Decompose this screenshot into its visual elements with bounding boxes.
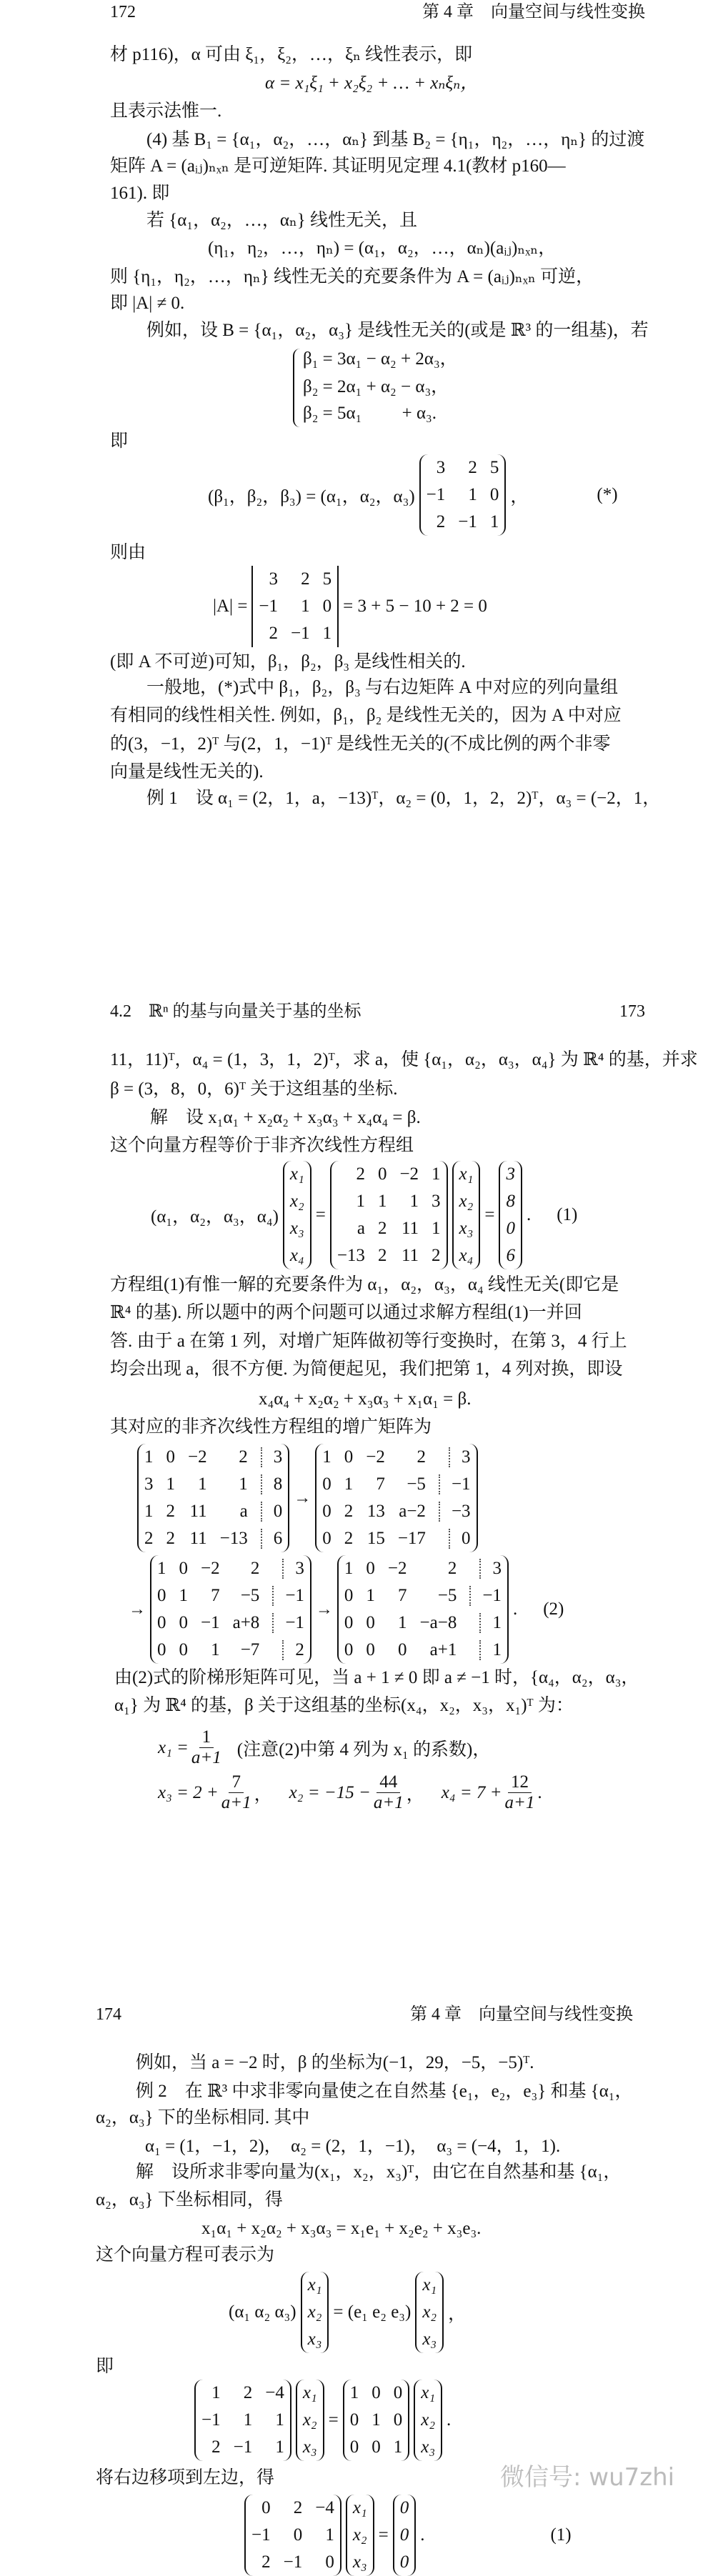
augmented-row-1: [137, 1444, 478, 1552]
equation-label: (1): [557, 1205, 578, 1224]
matrix-cell: x₁: [422, 2275, 437, 2295]
matrix-cell: 1: [211, 1640, 220, 1659]
equals: =: [484, 1205, 495, 1224]
matrix-cell: 3: [506, 1164, 515, 1184]
matrix-cell: 1: [432, 1219, 441, 1238]
matrix-cell: 11: [189, 1502, 207, 1521]
eq-right: = 3 + 5 − 10 + 2 = 0: [343, 596, 487, 616]
matrix-cell: 2: [239, 1447, 248, 1467]
text-line: 即 |A| ≠ 0.: [110, 294, 185, 313]
matrix-cell: 2: [211, 2437, 221, 2457]
matrix-cell: 11: [401, 1246, 419, 1265]
matrix-cell: 0: [261, 2498, 271, 2517]
eq-end: .: [420, 2525, 425, 2545]
text-line: α₁} 为 ℝ⁴ 的基，β 关于这组基的坐标(x₄，x₂，x₃，x₁)ᵀ 为：: [114, 1696, 574, 1715]
numerator: 7: [229, 1772, 244, 1793]
numerator: 12: [508, 1772, 532, 1793]
example-heading: 例 2 在 ℝ³ 中求非零向量使之在自然基 {e₁，e₂，e₃} 和基 {α₁，: [136, 2082, 633, 2101]
fraction: [191, 1727, 221, 1768]
matrix-cell: 0: [349, 2410, 359, 2430]
matrix-cell: 0: [344, 1447, 354, 1467]
matrix-cell: 0: [489, 485, 499, 504]
denominator: a+1: [191, 1748, 221, 1767]
matrix-cell: 2: [447, 1559, 457, 1578]
augmented-matrix: [315, 1444, 477, 1552]
matrix-cell: 0: [261, 1502, 283, 1522]
matrix-cell: x₂: [352, 2525, 367, 2545]
matrix-cell: −a−8: [419, 1613, 457, 1632]
eq-end: .: [447, 2410, 452, 2430]
matrix-cell: 1: [243, 2410, 253, 2430]
matrix-cell: −2: [201, 1559, 220, 1578]
text-line: 则 {η₁，η₂，…，ηₙ} 线性无关的充要条件为 A = (aᵢⱼ)ₙₓₙ 可逆，: [110, 267, 594, 286]
matrix-cell: x₂: [421, 2410, 436, 2430]
matrix-cell: 3: [436, 458, 446, 477]
lhs: x₄ = 7 +: [441, 1782, 502, 1802]
matrix-cell: x₃: [352, 2552, 367, 2572]
matrix-cell: −5: [240, 1586, 260, 1605]
lhs: x₁ =: [158, 1737, 189, 1757]
matrix-cell: 0: [344, 1640, 354, 1659]
denominator: a+1: [221, 1793, 251, 1812]
matrix-cell: 0: [398, 1640, 407, 1659]
matrix-cell: 3: [269, 569, 279, 589]
matrix-cell: 0: [157, 1613, 166, 1632]
solution-x3-x2-x4: [158, 1772, 542, 1813]
matrix-cell: 0: [377, 1164, 387, 1184]
eq-left: (β₁，β₂，β₃) = (α₁，α₂，α₃): [208, 487, 415, 506]
formula: x₄α₄ + x₂α₂ + x₃α₃ + x₁α₁ = β.: [259, 1389, 472, 1409]
x-vector: [415, 2272, 444, 2353]
matrix-cell: x₁: [302, 2383, 317, 2402]
matrix-cell: a+1: [429, 1640, 457, 1659]
matrix-cell: a: [239, 1502, 248, 1521]
text-line: 将右边移项到左边，得: [96, 2468, 275, 2487]
matrix-cell: x₂: [307, 2302, 322, 2322]
text-line: 一般地，(*)式中 β₁，β₂，β₃ 与右边矩阵 A 中对应的列向量组: [146, 678, 619, 697]
text-line: 161). 即: [110, 184, 170, 203]
matrix-cell: −3: [439, 1502, 471, 1522]
matrix-cell: −4: [265, 2383, 284, 2402]
matrix-cell: 3: [282, 1559, 304, 1579]
matrix-cell: 1: [409, 1192, 419, 1211]
matrix-cell: 1: [344, 1559, 354, 1578]
matrix-cell: 1: [144, 1502, 154, 1521]
x-vector: [296, 2380, 324, 2461]
equation-label: (*): [597, 485, 618, 504]
x-vector: [452, 1161, 481, 1269]
matrix-cell: 0: [293, 2525, 303, 2545]
formula: α = x₁ξ₁ + x₂ξ₂ + … + xₙξₙ，: [265, 74, 479, 93]
matrix-cell: 0: [179, 1640, 188, 1659]
matrix-cell: −17: [397, 1529, 426, 1548]
equation-c: [244, 2495, 572, 2576]
matrix-cell: 0: [166, 1447, 175, 1467]
text-line: 例如，当 a = −2 时，β 的坐标为(−1，29，−5，−5)ᵀ.: [136, 2053, 534, 2072]
matrix-cell: −1: [426, 485, 446, 504]
matrix-cell: x₁: [421, 2383, 436, 2402]
numerator: 44: [377, 1772, 400, 1793]
matrix-cell: 1: [179, 1586, 188, 1605]
matrix-cell: −1: [291, 624, 310, 643]
matrix-cell: 13: [367, 1502, 385, 1521]
augmented-row-2: [129, 1555, 564, 1664]
matrix-cell: 2: [468, 458, 477, 477]
matrix-cell: −5: [407, 1474, 426, 1494]
arrow-icon: →: [129, 1599, 146, 1619]
note: (注意(2)中第 4 列为 x₁ 的系数)，: [236, 1739, 491, 1759]
matrix-cell: 2: [344, 1502, 354, 1521]
matrix-cell: 1: [211, 2383, 221, 2402]
text-line: 矩阵 A = (aᵢⱼ)ₙₓₙ 是可逆矩阵. 其证明见定理 4.1(教材 p160—: [110, 156, 566, 176]
difference-matrix: [244, 2495, 341, 2576]
matrix-cell: −1: [233, 2437, 253, 2457]
solution-x1: [158, 1727, 490, 1768]
matrix-cell: 1: [377, 1192, 387, 1211]
matrix-cell: 0: [449, 1529, 471, 1549]
system-brace: [293, 349, 300, 427]
matrix-cell: 2: [344, 1529, 354, 1548]
matrix-cell: a: [356, 1219, 365, 1238]
augmented-matrix: [137, 1444, 289, 1552]
matrix-cell: a+8: [232, 1613, 260, 1632]
system-equation: β₁ = 3α₁ − α₂ + 2α₃，: [303, 349, 458, 369]
matrix-cell: x₂: [459, 1192, 474, 1211]
text-line: 这个向量方程可表示为: [96, 2245, 275, 2265]
text-line: β = (3，8，0，6)ᵀ 关于这组基的坐标.: [110, 1079, 398, 1099]
matrix-cell: 0: [322, 1474, 331, 1494]
equation-a: [229, 2272, 466, 2353]
page-number: 172: [110, 3, 136, 21]
rhs-vector: [499, 1161, 522, 1269]
matrix-cell: 1: [432, 1164, 441, 1184]
matrix-cell: 1: [301, 596, 310, 616]
matrix-cell: x₁: [307, 2275, 322, 2295]
numerator: 1: [199, 1727, 214, 1748]
matrix-cell: 6: [261, 1529, 283, 1549]
matrix-cell: −1: [201, 2410, 221, 2430]
text-line: 的(3，−1，2)ᵀ 与(2，1，−1)ᵀ 是线性无关的(不成比例的两个非零: [110, 734, 611, 754]
matrix-cell: 1: [157, 1559, 166, 1578]
watermark: 微信号: wu7zhi: [500, 2463, 675, 2492]
matrix-cell: 0: [399, 2498, 409, 2517]
matrix-cell: 1: [344, 1474, 354, 1494]
matrix-cell: −7: [240, 1640, 260, 1659]
matrix-cell: 2: [377, 1246, 387, 1265]
denominator: a+1: [504, 1793, 535, 1812]
sep: ，: [406, 1784, 424, 1804]
matrix-cell: 1: [366, 1586, 375, 1605]
matrix-cell: 1: [325, 2525, 334, 2545]
text-line: 这个向量方程等价于非齐次线性方程组: [110, 1136, 414, 1155]
matrix-cell: −1: [259, 596, 279, 616]
matrix-cell: 1: [239, 1474, 248, 1494]
matrix-cell: −1: [469, 1586, 502, 1606]
matrix-cell: −13: [219, 1529, 248, 1548]
formula: x₁α₁ + x₂α₂ + x₃α₃ = x₁e₁ + x₂e₂ + x₃e₃.: [201, 2219, 482, 2238]
matrix-cell: 0: [372, 2383, 381, 2402]
matrix-cell: 5: [489, 458, 499, 477]
eq-end: ，: [448, 2305, 467, 2324]
matrix-cell: 0: [393, 2410, 403, 2430]
matrix-cell: 1: [398, 1613, 407, 1632]
formula: (η₁，η₂，…，ηₙ) = (α₁，α₂，…，αₙ)(aᵢⱼ)ₙₓₙ，: [208, 239, 557, 258]
chapter-header: 第 4 章 向量空间与线性变换: [422, 3, 645, 21]
matrix-cell: x₂: [302, 2410, 317, 2430]
matrix-cell: 2: [432, 1246, 441, 1265]
matrix-cell: 0: [179, 1559, 188, 1578]
matrix-cell: 1: [393, 2437, 403, 2457]
matrix-cell: −2: [366, 1447, 385, 1467]
coefficient-matrix: [330, 1161, 448, 1269]
x-vector: [301, 2272, 329, 2353]
sep: .: [537, 1782, 542, 1802]
matrix-cell: 3: [449, 1447, 471, 1467]
augmented-matrix: [337, 1555, 509, 1664]
text-line: 其对应的非齐次线性方程组的增广矩阵为: [110, 1417, 432, 1437]
eq-end: ，: [510, 487, 529, 506]
matrix-cell: 1: [322, 624, 332, 643]
denominator: a+1: [373, 1793, 404, 1812]
text-line: 材 p116)，α 可由 ξ₁，ξ₂，…，ξₙ 线性表示，即: [110, 45, 473, 64]
matrix-cell: 7: [398, 1586, 407, 1605]
matrix-cell: −1: [272, 1613, 304, 1633]
equals: =: [315, 1205, 326, 1224]
matrix-cell: 0: [506, 1219, 515, 1238]
matrix-cell: 0: [349, 2437, 359, 2457]
matrix-cell: 0: [372, 2437, 381, 2457]
section-header: 4.2 ℝⁿ 的基与向量关于基的坐标: [110, 1002, 362, 1021]
matrix-cell: 1: [479, 1640, 502, 1660]
matrix-cell: 1: [356, 1192, 365, 1211]
matrix-cell: 1: [322, 1447, 331, 1467]
matrix-cell: 11: [189, 1529, 207, 1548]
matrix-cell: 0: [366, 1640, 375, 1659]
text-line: 向量是线性无关的).: [110, 762, 264, 782]
matrix-cell: 3: [144, 1474, 154, 1494]
matrix-cell: 5: [322, 569, 332, 589]
page-number: 174: [96, 2005, 121, 2024]
matrix-cell: −1: [251, 2525, 271, 2545]
matrix-cell: 0: [322, 1529, 331, 1548]
matrix-cell: x₃: [302, 2437, 317, 2457]
matrix-cell: 0: [157, 1640, 166, 1659]
matrix-cell: 3: [479, 1559, 502, 1579]
text-line: 有相同的线性相关性. 例如，β₁，β₂ 是线性无关的，因为 A 中对应: [110, 706, 622, 725]
matrix-cell: −2: [387, 1559, 407, 1578]
matrix-cell: 1: [489, 512, 499, 531]
matrix-cell: 0: [344, 1586, 354, 1605]
matrix-cell: x₄: [289, 1246, 304, 1265]
matrix-cell: 3: [261, 1447, 283, 1467]
equation-1: [151, 1161, 577, 1269]
matrix-cell: 2: [356, 1164, 365, 1184]
matrix-cell: 2: [250, 1559, 260, 1578]
matrix-cell: x₄: [459, 1246, 474, 1265]
matrix-cell: −1: [439, 1474, 471, 1494]
system-equation: β₂ = 2α₁ + α₂ − α₃，: [303, 377, 449, 396]
text-line: (即 A 不可逆)可知，β₁，β₂，β₃ 是线性相关的.: [110, 652, 466, 672]
matrix-cell: 15: [367, 1529, 385, 1548]
identity-matrix: [343, 2380, 410, 2461]
matrix-cell: 2: [282, 1640, 304, 1660]
matrix-cell: x₃: [459, 1219, 474, 1238]
text-line: 若 {α₁，α₂，…，αₙ} 线性无关，且: [146, 211, 418, 230]
system-equation: β₂ = 5α₁ + α₃.: [303, 404, 437, 423]
matrix-cell: 1: [479, 1613, 502, 1633]
lhs: x₂ = −15 −: [289, 1782, 371, 1802]
matrix-cell: 0: [366, 1559, 375, 1578]
eq-left: (α₁，α₂，α₃，α₄): [151, 1207, 279, 1227]
x-vector: [283, 1161, 311, 1269]
matrix-cell: −2: [188, 1447, 207, 1467]
matrix-cell: 1: [468, 485, 477, 504]
matrix-cell: −2: [399, 1164, 419, 1184]
matrix-cell: 2: [166, 1529, 175, 1548]
arrow-icon: →: [315, 1599, 333, 1619]
determinant: [251, 566, 339, 647]
matrix-cell: x₁: [289, 1164, 304, 1184]
matrix-a: [419, 454, 507, 536]
text-line: α₂，α₃} 下的坐标相同. 其中: [96, 2108, 310, 2127]
text-line: 即: [96, 2357, 114, 2376]
matrix-cell: 2: [144, 1529, 154, 1548]
matrix-cell: 2: [436, 512, 446, 531]
matrix-cell: 11: [401, 1219, 419, 1238]
matrix-cell: 0: [157, 1586, 166, 1605]
matrix-cell: 1: [166, 1474, 175, 1494]
matrix-cell: 2: [377, 1219, 387, 1238]
eq-left: (α₁ α₂ α₃): [229, 2302, 296, 2322]
equals: =: [328, 2410, 339, 2430]
eq-end: .: [512, 1599, 518, 1619]
matrix-cell: 7: [376, 1474, 385, 1494]
text-line: 方程组(1)有惟一解的充要条件为 α₁，α₂，α₃，α₄ 线性无关(即它是: [110, 1275, 619, 1294]
matrix-cell: x₂: [422, 2302, 437, 2322]
sep: ，: [254, 1784, 272, 1804]
matrix-cell: x₁: [352, 2498, 367, 2517]
matrix-cell: 1: [144, 1447, 154, 1467]
x-vector: [414, 2380, 442, 2461]
fraction: [374, 1772, 404, 1813]
matrix-cell: 0: [344, 1613, 354, 1632]
matrix-cell: 6: [506, 1246, 515, 1265]
matrix-cell: 8: [261, 1474, 283, 1494]
matrix-cell: 2: [166, 1502, 175, 1521]
eq-left: |A| =: [213, 596, 248, 616]
example-heading: 例 1 设 α₁ = (2，1，a，−13)ᵀ，α₂ = (0，1，2，2)ᵀ，α₃ = (−2，1，: [146, 789, 661, 808]
matrix-cell: 1: [198, 1474, 207, 1494]
matrix-cell: −1: [283, 2552, 303, 2572]
matrix-cell: 2: [417, 1447, 426, 1467]
eq-end: .: [526, 1205, 532, 1224]
chapter-header: 第 4 章 向量空间与线性变换: [410, 2005, 633, 2024]
matrix-cell: 7: [211, 1586, 220, 1605]
text-line: 例如，设 B = {α₁，α₂，α₃} 是线性无关的(或是 ℝ³ 的一组基)，若: [146, 321, 649, 340]
text-line: ℝ⁴ 的基). 所以题中的两个问题可以通过求解方程组(1)一并回: [110, 1303, 582, 1322]
text-line: 均会出现 a，很不方便. 为简便起见，我们把第 1，4 列对换，即设: [110, 1359, 623, 1379]
matrix-cell: 0: [179, 1613, 188, 1632]
equation-label: (1): [550, 2525, 572, 2545]
matrix-cell: x₃: [289, 1219, 304, 1238]
matrix-cell: 2: [293, 2498, 303, 2517]
matrix-cell: −1: [458, 512, 477, 531]
matrix-cell: 8: [506, 1192, 515, 1211]
equals: =: [378, 2525, 389, 2545]
lhs: x₃ = 2 +: [158, 1782, 219, 1802]
matrix-cell: −13: [336, 1246, 365, 1265]
solution-line: 解 设所求非零向量为(x₁，x₂，x₃)ᵀ，由它在自然基和基 {α₁，: [136, 2162, 622, 2182]
matrix-cell: 2: [243, 2383, 253, 2402]
equation-b: [194, 2380, 451, 2461]
zero-vector: [393, 2495, 417, 2576]
text-line: 由(2)式的阶梯形矩阵可见，当 a + 1 ≠ 0 即 a ≠ −1 时，{α₄，α₂，α₃，: [114, 1668, 639, 1687]
matrix-cell: −1: [272, 1586, 304, 1606]
text-line: 答. 由于 a 在第 1 列，对增广矩阵做初等行变换时，在第 3，4 行上: [110, 1332, 627, 1351]
fraction: [505, 1772, 535, 1813]
page-number: 173: [619, 1002, 645, 1021]
matrix-cell: x₁: [459, 1164, 474, 1184]
fraction: [221, 1772, 251, 1813]
eq-mid: = (e₁ e₂ e₃): [333, 2302, 412, 2322]
equation-star: [208, 454, 618, 536]
text-line: α₂，α₃} 下坐标相同，得: [96, 2190, 283, 2210]
matrix-cell: x₃: [307, 2330, 322, 2349]
matrix-cell: 2: [301, 569, 310, 589]
equation-label: (2): [543, 1599, 564, 1619]
matrix-cell: −4: [315, 2498, 334, 2517]
matrix-cell: a−2: [399, 1502, 426, 1521]
text-line: 即: [110, 431, 129, 451]
text-line: 11，11)ᵀ，α₄ = (1，3，1，2)ᵀ，求 a，使 {α₁，α₂，α₃，α₄} 为 ℝ⁴ 的基，并求: [110, 1050, 698, 1069]
x-vector: [346, 2495, 374, 2576]
augmented-matrix: [150, 1555, 311, 1664]
matrix-cell: x₃: [421, 2437, 436, 2457]
matrix-cell: −1: [201, 1613, 220, 1632]
matrix-cell: 0: [366, 1613, 375, 1632]
matrix-cell: 0: [325, 2552, 334, 2572]
matrix-cell: 0: [322, 1502, 331, 1521]
text-line: 则由: [110, 543, 146, 562]
matrix-cell: 2: [269, 624, 279, 643]
arrow-icon: →: [294, 1488, 311, 1507]
matrix-cell: 2: [261, 2552, 271, 2572]
matrix-cell: 0: [322, 596, 332, 616]
matrix-cell: x₃: [422, 2330, 437, 2349]
matrix-cell: x₂: [289, 1192, 304, 1211]
formula: α₁ = (1，−1，2)， α₂ = (2，1，−1)， α₃ = (−4，1，1).: [145, 2137, 561, 2156]
text-line: 且表示法惟一.: [110, 101, 222, 121]
matrix-cell: 1: [275, 2410, 284, 2430]
text-line: (4) 基 B₁ = {α₁，α₂，…，αₙ} 到基 B₂ = {η₁，η₂，…，ηₙ} 的过渡: [146, 130, 645, 149]
matrix-cell: 1: [349, 2383, 359, 2402]
determinant-equation: [213, 566, 487, 647]
matrix-cell: 1: [372, 2410, 381, 2430]
matrix-cell: 3: [432, 1192, 441, 1211]
solution-line: 解 设 x₁α₁ + x₂α₂ + x₃α₃ + x₄α₄ = β.: [150, 1108, 421, 1127]
matrix-cell: −5: [437, 1586, 457, 1605]
matrix-cell: 0: [399, 2552, 409, 2572]
matrix-cell: 1: [275, 2437, 284, 2457]
basis-matrix: [194, 2380, 291, 2461]
matrix-cell: 0: [393, 2383, 403, 2402]
matrix-cell: 0: [399, 2525, 409, 2545]
